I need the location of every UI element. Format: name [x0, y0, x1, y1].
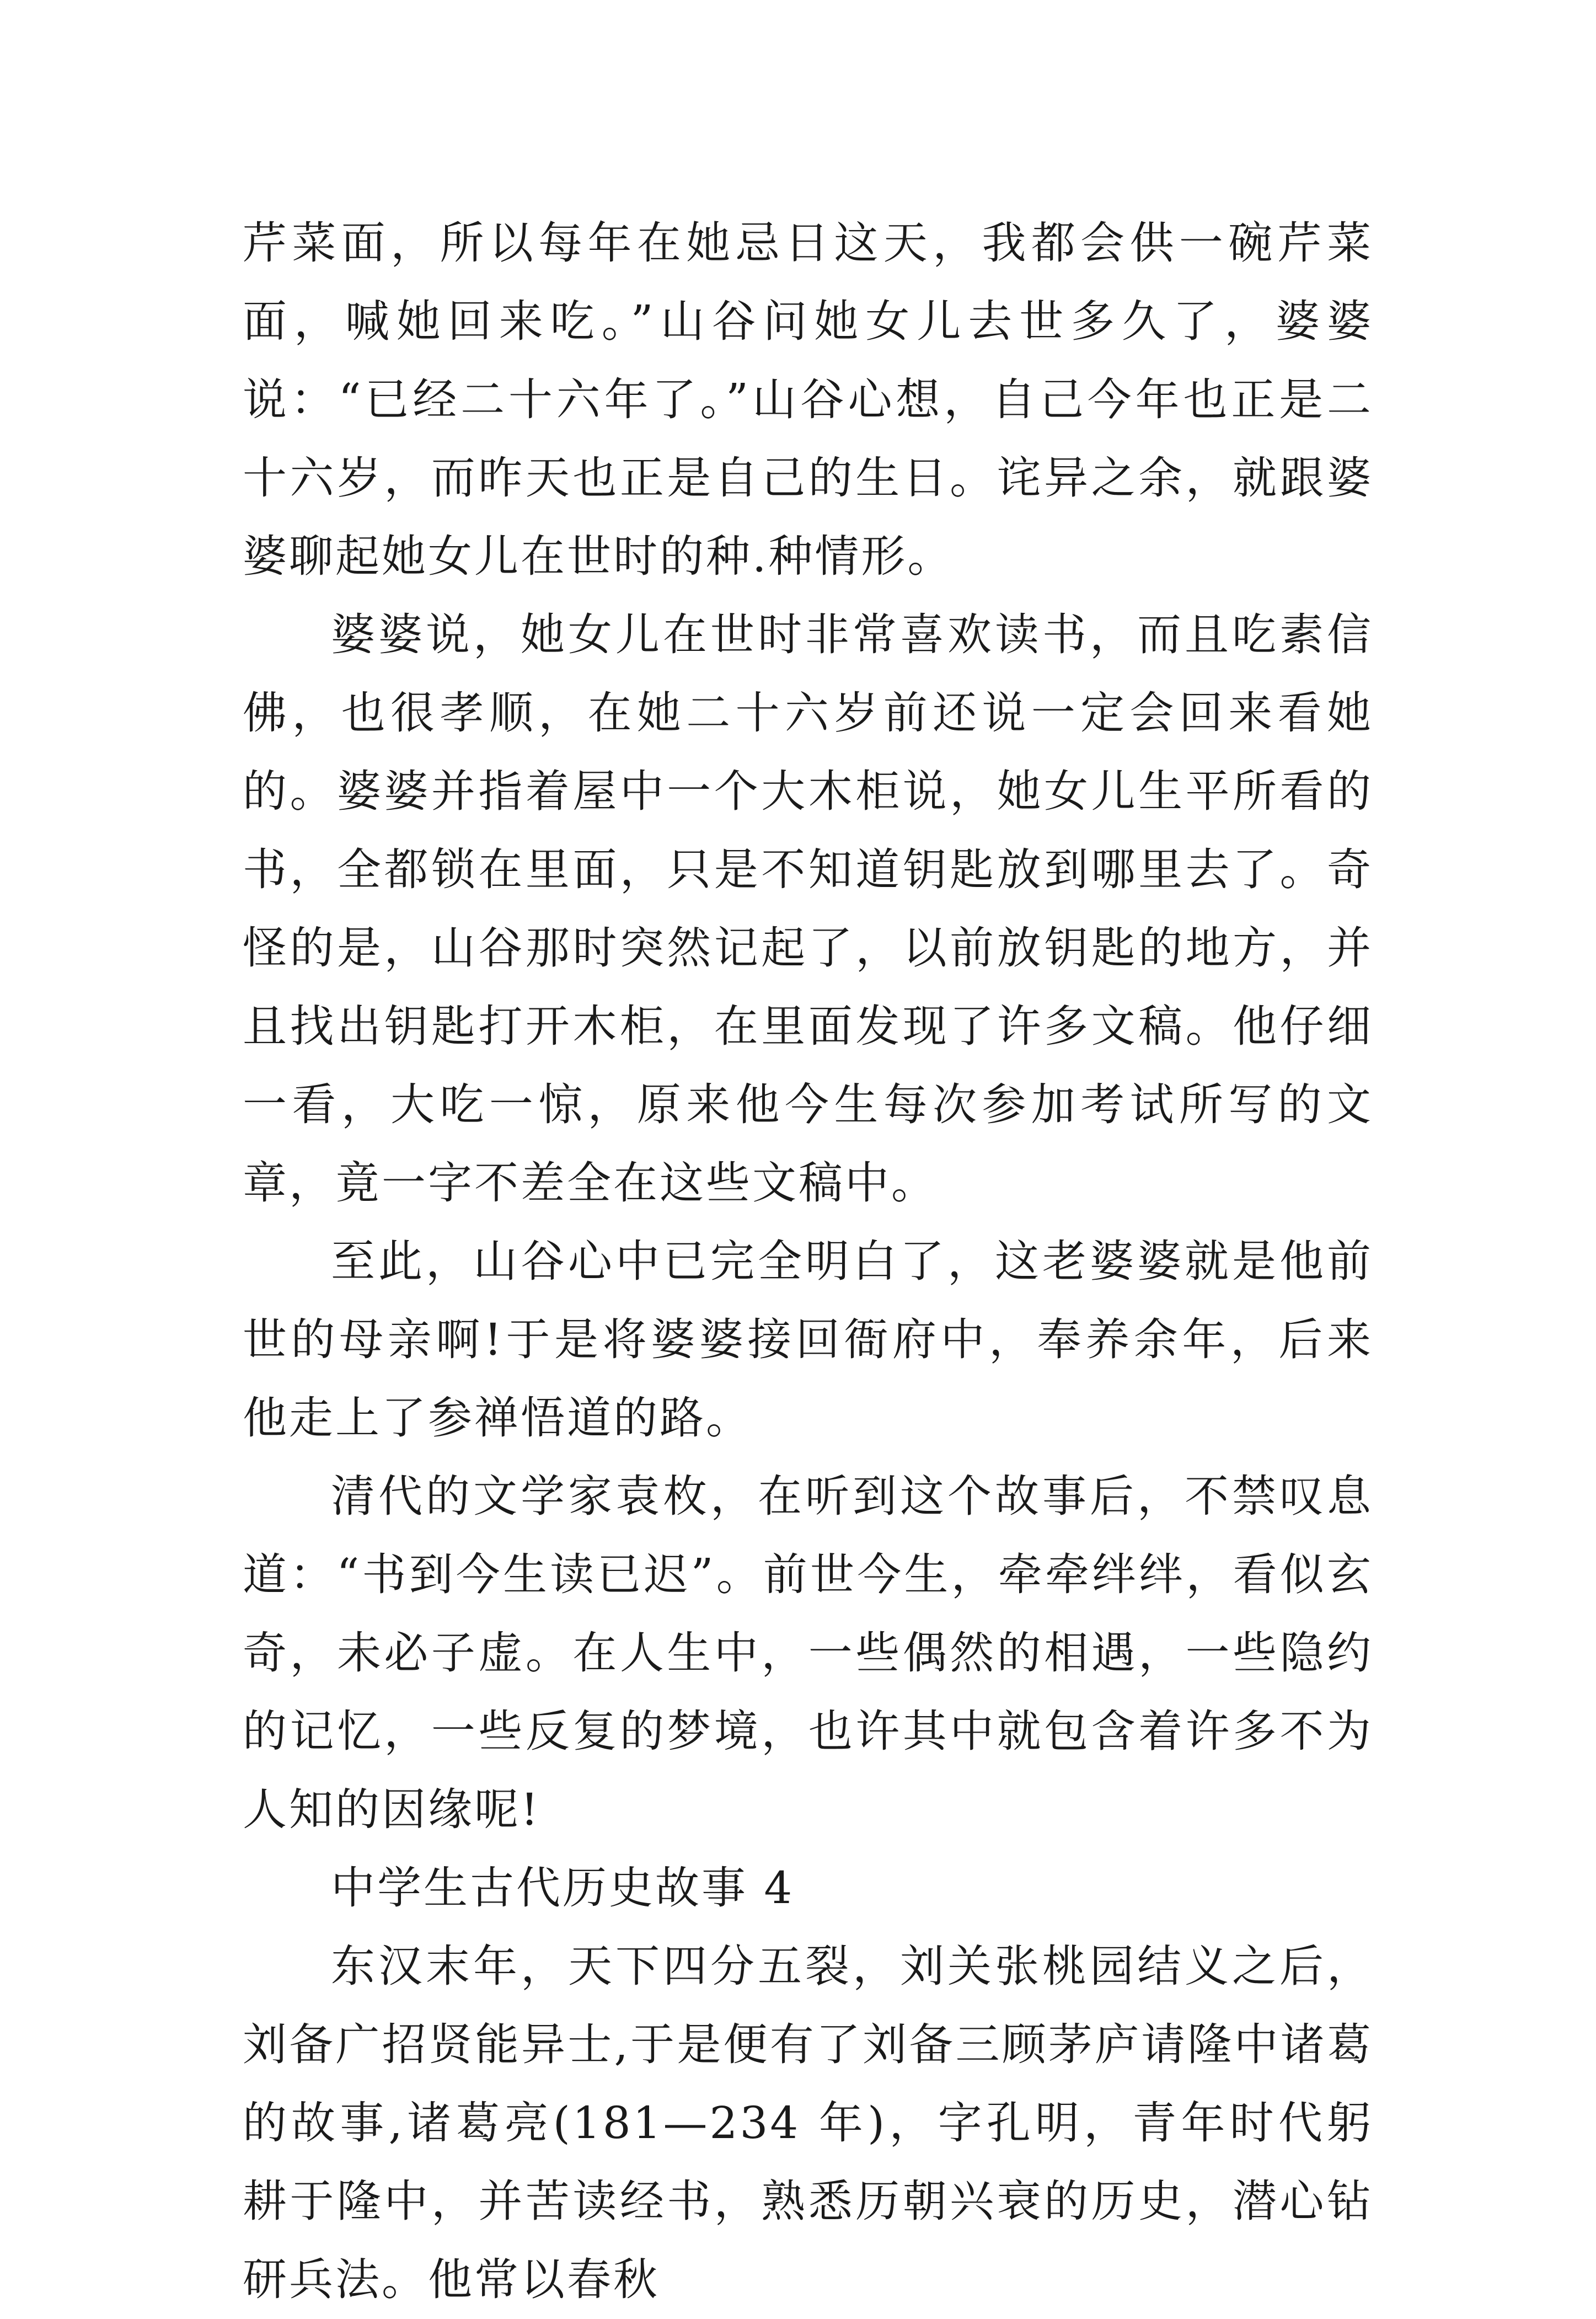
paragraph: 东汉末年，天下四分五裂，刘关张桃园结义之后，刘备广招贤能异士,于是便有了刘备三顾茅庐请隆中诸葛的故事,诸葛亮(181—234 年)，字孔明，青年时代躬耕于隆中，并苦读经书，熟悉历朝兴衰的历史，潜心钻研兵法。他常以春秋 — [243, 1941, 1373, 2305]
section-heading: 中学生古代历史故事 4 — [331, 1862, 795, 1914]
paragraph: 婆婆说，她女儿在世时非常喜欢读书，而且吃素信佛，也很孝顺，在她二十六岁前还说一定会回来看她的。婆婆并指着屋中一个大木柜说，她女儿生平所看的书，全都锁在里面，只是不知道钥匙放到哪里去了。奇怪的是，山谷那时突然记起了，以前放钥匙的地方，并且找出钥匙打开木柜，在里面发现了许多文稿。他仔细一看，大吃一惊，原来他今生每次参加考试所写的文章，竟一字不差全在这些文稿中。 — [243, 609, 1373, 1209]
document-body — [243, 204, 1373, 2319]
paragraph: 清代的文学家袁枚，在听到这个故事后，不禁叹息道：“书到今生读已迟”。前世今生，牵牵绊绊，看似玄奇，未必子虚。在人生中，一些偶然的相遇，一些隐约的记忆，一些反复的梦境，也许其中就包含着许多不为人知的因缘呢! — [243, 1471, 1373, 1835]
paragraph: 至此，山谷心中已完全明白了，这老婆婆就是他前世的母亲啊!于是将婆婆接回衙府中，奉养余年，后来他走上了参禅悟道的路。 — [243, 1236, 1373, 1444]
paragraph: 芹菜面，所以每年在她忌日这天，我都会供一碗芹菜面，喊她回来吃。”山谷问她女儿去世多久了，婆婆说：“已经二十六年了。”山谷心想，自己今年也正是二十六岁，而昨天也正是自己的生日。诧异之余，就跟婆婆聊起她女儿在世时的种.种情形。 — [243, 217, 1373, 582]
